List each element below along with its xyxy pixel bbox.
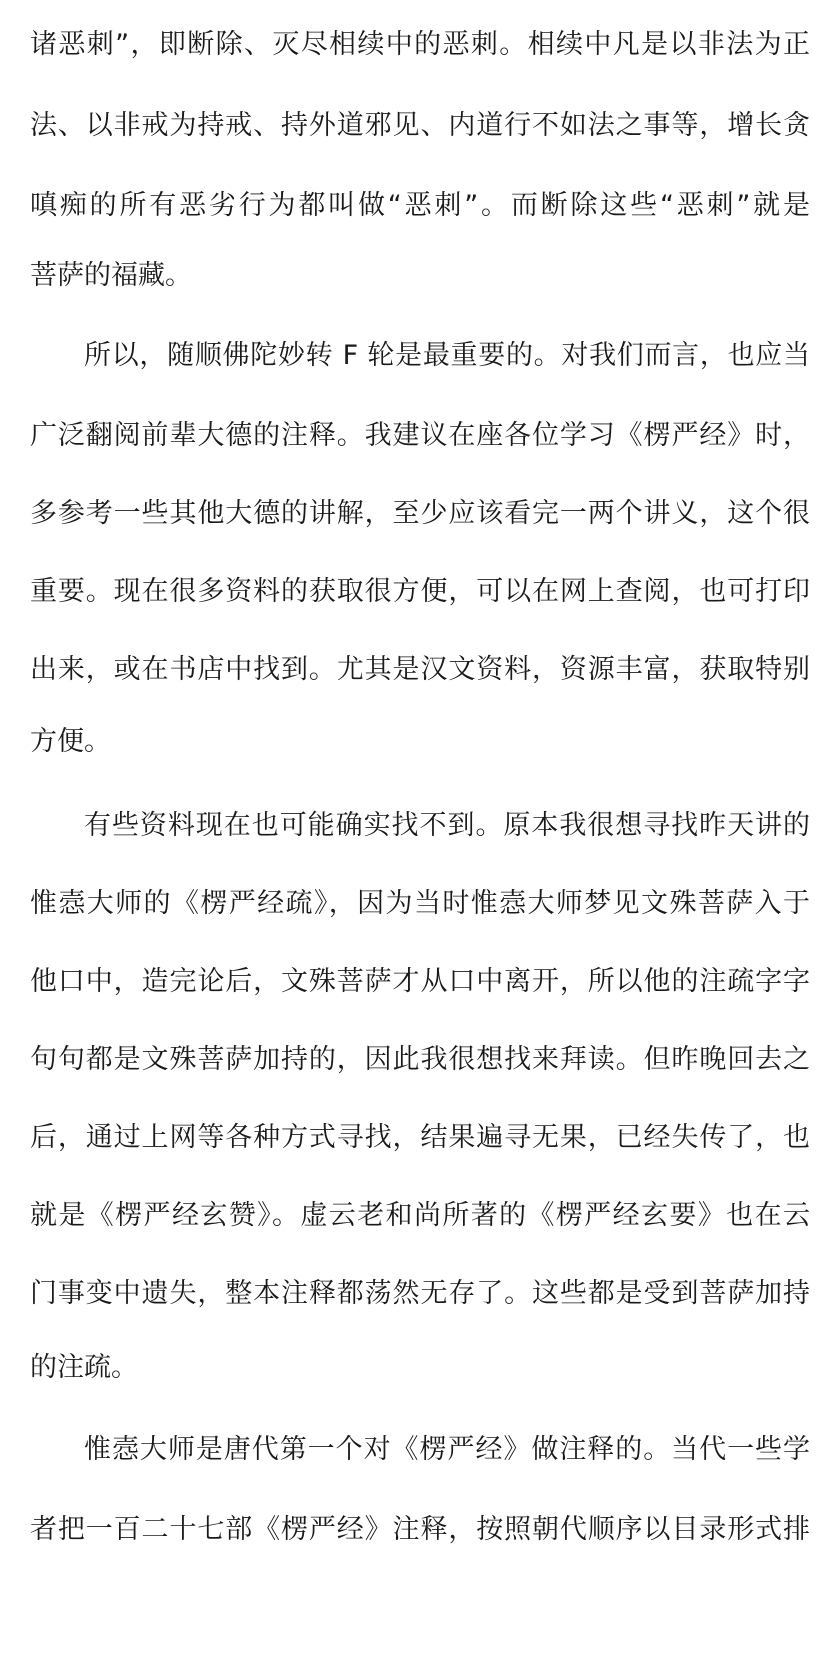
text-line: 方便。 [30, 726, 111, 757]
text-line: 句句都是文殊菩萨加持的，因此我很想找来拜读。但昨晚回去之 [30, 1044, 810, 1075]
text-line: 出来，或在书店中找到。尤其是汉文资料，资源丰富，获取特别 [30, 654, 810, 685]
text-line: 门事变中遗失，整本注释都荡然无存了。这些都是受到菩萨加持 [30, 1278, 810, 1309]
text-line: 菩萨的福藏。 [30, 260, 192, 291]
text-line: 广泛翻阅前辈大德的注释。我建议在座各位学习《楞严经》时， [30, 420, 810, 451]
text-line: 就是《楞严经玄赞》。虚云老和尚所著的《楞严经玄要》也在云 [30, 1200, 810, 1231]
text-line: 后，通过上网等各种方式寻找，结果遍寻无果，已经失传了，也 [30, 1122, 810, 1153]
text-line: 的注疏。 [30, 1352, 138, 1383]
text-line: 他口中，造完论后，文殊菩萨才从口中离开，所以他的注疏字字 [30, 966, 810, 997]
text-line: 有些资料现在也可能确实找不到。原本我很想寻找昨天讲的 [84, 810, 810, 841]
text-line: 嗔痴的所有恶劣行为都叫做“恶刺”。而断除这些“恶刺”就是 [30, 190, 810, 221]
text-line: 者把一百二十七部《楞严经》注释，按照朝代顺序以目录形式排 [30, 1514, 810, 1545]
text-line: 多参考一些其他大德的讲解，至少应该看完一两个讲义，这个很 [30, 498, 810, 529]
text-line: 诸恶刺”，即断除、灭尽相续中的恶刺。相续中凡是以非法为正 [30, 29, 810, 60]
text-line: 惟悫大师的《楞严经疏》，因为当时惟悫大师梦见文殊菩萨入于 [30, 888, 810, 919]
text-line: 所以，随顺佛陀妙转 F 轮是最重要的。对我们而言，也应当 [84, 340, 810, 371]
text-line: 法、以非戒为持戒、持外道邪见、内道行不如法之事等，增长贪 [30, 110, 810, 141]
text-line: 重要。现在很多资料的获取很方便，可以在网上查阅，也可打印 [30, 576, 810, 607]
text-line: 惟悫大师是唐代第一个对《楞严经》做注释的。当代一些学 [84, 1434, 810, 1465]
